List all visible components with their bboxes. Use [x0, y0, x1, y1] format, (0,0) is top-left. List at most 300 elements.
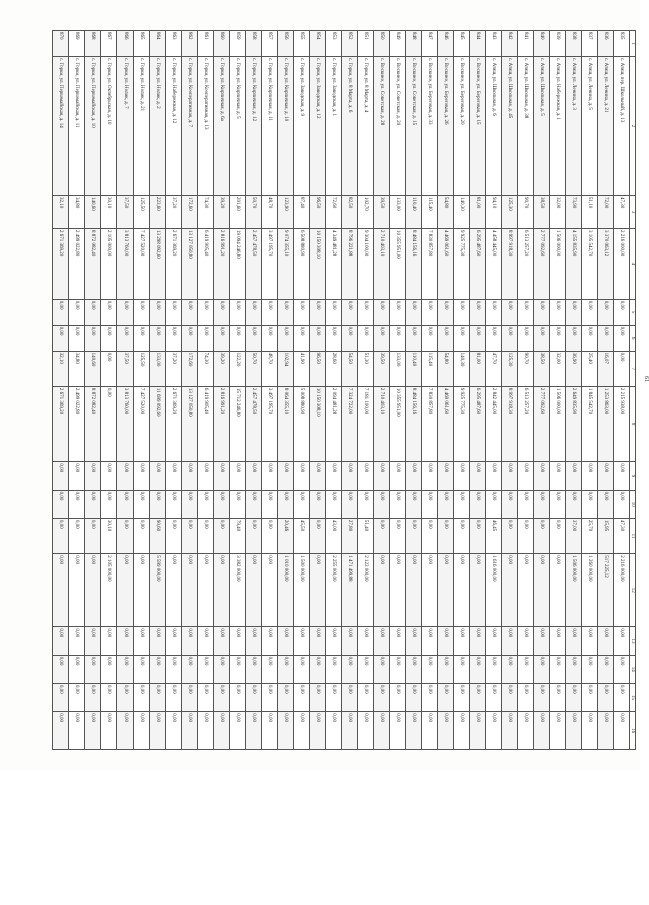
table-cell: 2 777 092,60	[533, 386, 549, 461]
table-cell: 0,00	[357, 325, 373, 351]
table-cell: 9 304 100,00	[357, 229, 373, 300]
table-cell: 0,00	[357, 627, 373, 655]
table-row	[197, 31, 213, 750]
table-cell: 19 094 246,80	[229, 229, 245, 300]
table-cell: 0,00	[565, 490, 581, 518]
table-cell: 0,00	[501, 518, 517, 553]
table-cell: 0,00	[357, 299, 373, 325]
table-cell: 0,00	[309, 683, 325, 711]
table-cell: 0,00	[437, 683, 453, 711]
address-cell: с. Горки, ул. Набережная, д. 12	[165, 56, 181, 195]
table-cell: 37,00	[565, 518, 581, 553]
table-cell: 4 458 445,00	[485, 229, 501, 300]
table-row	[373, 31, 389, 750]
table-cell: 0,00	[469, 462, 485, 490]
table-cell: 0,00	[597, 655, 613, 683]
table-cell: 0,00	[245, 299, 261, 325]
table-cell: 868	[85, 31, 101, 57]
table-cell: 43,00	[325, 518, 341, 553]
table-cell: 0,00	[517, 518, 533, 553]
table-cell: 2 123 000,00	[357, 554, 373, 627]
blank-area	[0, 770, 640, 905]
table-cell: 39,20	[213, 351, 229, 386]
table-cell: 0,00	[581, 325, 597, 351]
table-cell: 850	[373, 31, 389, 57]
table-cell: 0,00	[501, 299, 517, 325]
table-cell: 0,00	[261, 299, 277, 325]
table-cell: 859	[229, 31, 245, 57]
table-cell: 0,00	[85, 299, 101, 325]
table-cell: 0,00	[293, 683, 309, 711]
table-cell: 0,00	[85, 554, 101, 627]
address-cell: с. Горки, ул. Нолик, д. 2	[149, 56, 165, 195]
table-cell: 125,30	[501, 351, 517, 386]
table-cell: 0,00	[133, 712, 149, 750]
table-cell: 0,00	[101, 462, 117, 490]
table-cell: 866	[117, 31, 133, 57]
table-cell: 0,00	[213, 655, 229, 683]
table-cell: 0,00	[149, 299, 165, 325]
table-cell: 0,00	[373, 683, 389, 711]
table-cell: 0,00	[565, 683, 581, 711]
address-cell: с. Воскино, ул. Советская, д. 20	[389, 56, 405, 195]
table-cell: 0,00	[293, 655, 309, 683]
table-cell: 16,07	[597, 351, 613, 386]
table-cell: 45,50	[293, 518, 309, 553]
table-cell: 25,70	[581, 518, 597, 553]
table-cell: 2 457 478,50	[245, 386, 261, 461]
table-cell: 0,00	[453, 490, 469, 518]
table-cell: 0,00	[325, 299, 341, 325]
table-cell: 0,00	[597, 462, 613, 490]
table-cell: 0,00	[101, 683, 117, 711]
table-cell: 0,00	[181, 518, 197, 553]
table-cell: 0,00	[373, 325, 389, 351]
table-cell: 0,00	[389, 712, 405, 750]
table-cell: 835	[613, 31, 629, 57]
table-cell: 140,60	[85, 351, 101, 386]
table-cell: 0,00	[181, 325, 197, 351]
address-cell: с. Горки, ул. Первомайская, д. 14	[53, 56, 69, 195]
table-cell: 30,10	[101, 196, 117, 229]
table-cell: 1 506 000,00	[549, 229, 565, 300]
table-cell: 87,40	[293, 196, 309, 229]
table-cell: 0,00	[613, 462, 629, 490]
table-cell: 125,50	[133, 351, 149, 386]
table-cell: 841	[517, 31, 533, 57]
table-cell: 8 997 918,30	[501, 386, 517, 461]
table-cell: 0,00	[197, 518, 213, 553]
table-cell: 0,00	[133, 554, 149, 627]
table-cell: 517 225,12	[597, 554, 613, 627]
table-cell: 223,60	[149, 196, 165, 229]
table-cell: 48,70	[261, 351, 277, 386]
table-cell: 0,00	[117, 462, 133, 490]
address-cell: с. Атяш, ул. Ленина, д. 3	[565, 56, 581, 195]
table-cell: 0,00	[421, 712, 437, 750]
address-cell: с. Атяш, ул. Школьная, д. 6	[485, 56, 501, 195]
table-cell: 0,00	[325, 655, 341, 683]
table-cell: 0,00	[597, 490, 613, 518]
table-cell: 0,00	[389, 490, 405, 518]
table-body	[53, 31, 630, 750]
column-header: 4	[630, 229, 636, 300]
table-cell: 32,10	[53, 196, 69, 229]
table-cell: 0,00	[309, 299, 325, 325]
table-cell: 0,00	[421, 655, 437, 683]
table-cell: 0,00	[213, 490, 229, 518]
table-cell: 48,70	[261, 196, 277, 229]
table-cell: 0,00	[485, 712, 501, 750]
table-cell: 8 796 221,88	[341, 229, 357, 300]
table-cell: 82,50	[341, 196, 357, 229]
table-cell: 0,00	[309, 712, 325, 750]
table-cell: 0,00	[213, 554, 229, 627]
table-cell: 3 382 000,00	[229, 554, 245, 627]
table-cell: 172,60	[181, 351, 197, 386]
table-cell: 39,20	[213, 196, 229, 229]
column-header: 8	[630, 386, 636, 461]
table-cell: 0,00	[613, 655, 629, 683]
table-cell: 0,00	[485, 490, 501, 518]
table-cell: 858	[245, 31, 261, 57]
table-cell: 6 295 487,60	[469, 229, 485, 300]
table-cell: 1 506 000,00	[549, 386, 565, 461]
table-cell: 0,00	[549, 518, 565, 553]
table-cell: 90,60	[149, 518, 165, 553]
table-row	[117, 31, 133, 750]
table-cell: 0,00	[181, 627, 197, 655]
table-cell: 0,00	[261, 683, 277, 711]
table-cell: 30,10	[101, 518, 117, 553]
table-cell: 0,00	[69, 554, 85, 627]
table-cell: 0,00	[165, 325, 181, 351]
table-cell: 0,00	[421, 462, 437, 490]
table-cell: 0,00	[501, 655, 517, 683]
table-cell: 0,00	[101, 386, 117, 461]
table-cell: 2 457 478,50	[245, 229, 261, 300]
table-cell: 0,00	[517, 325, 533, 351]
table-cell: 27,80	[341, 518, 357, 553]
table-cell: 0,00	[469, 325, 485, 351]
table-cell: 2 671 369,20	[165, 386, 181, 461]
address-cell: с. Горки, ул. Кооперативная, д. 7	[181, 56, 197, 195]
table-cell: 0,00	[277, 490, 293, 518]
table-row	[549, 31, 565, 750]
table-cell: 0,00	[485, 655, 501, 683]
table-cell: 851	[357, 31, 373, 57]
table-cell: 0,00	[293, 325, 309, 351]
table-cell: 0,00	[117, 655, 133, 683]
table-cell: 0,00	[341, 712, 357, 750]
table-cell: 0,00	[421, 299, 437, 325]
table-cell: 0,00	[277, 299, 293, 325]
table-row	[517, 31, 533, 750]
table-cell: 0,00	[197, 490, 213, 518]
table-cell: 0,00	[373, 655, 389, 683]
table-cell: 0,00	[341, 325, 357, 351]
table-cell: 0,00	[421, 683, 437, 711]
table-cell: 32,00	[549, 351, 565, 386]
table-cell: 0,00	[69, 490, 85, 518]
table-row	[229, 31, 245, 750]
address-cell: с. Горки, ул. Нолик, д. 7	[117, 56, 133, 195]
table-row	[357, 31, 373, 750]
table-cell: 855	[293, 31, 309, 57]
column-header: 16	[630, 712, 636, 750]
table-cell: 0,00	[53, 325, 69, 351]
table-cell: 5 008 880,90	[293, 386, 309, 461]
table-cell: 0,00	[581, 712, 597, 750]
table-cell: 842	[501, 31, 517, 57]
address-cell: с. Горки, ул. Кирпичная, д. 6а	[213, 56, 229, 195]
table-cell: 0,00	[485, 462, 501, 490]
table-cell: 0,00	[53, 299, 69, 325]
table-cell: 0,00	[421, 554, 437, 627]
table-cell: 0,00	[149, 490, 165, 518]
table-cell: 0,00	[277, 683, 293, 711]
table-cell: 0,00	[149, 627, 165, 655]
table-cell: 0,00	[293, 462, 309, 490]
table-cell: 0,00	[309, 554, 325, 627]
table-cell: 1 845 542,70	[581, 386, 597, 461]
table-cell: 0,00	[533, 627, 549, 655]
table-cell: 0,00	[565, 655, 581, 683]
rotated-page	[52, 30, 649, 750]
table-cell: 867	[101, 31, 117, 57]
table-cell: 7 830 857,80	[421, 229, 437, 300]
table-cell: 0,00	[213, 299, 229, 325]
table-cell: 0,00	[69, 712, 85, 750]
table-cell: 123,90	[277, 196, 293, 229]
table-cell: 0,00	[181, 299, 197, 325]
table-cell: 0,00	[85, 655, 101, 683]
table-cell: 0,00	[501, 325, 517, 351]
table-cell: 74,30	[197, 196, 213, 229]
table-cell: 0,00	[533, 554, 549, 627]
table-cell: 3 105 542,70	[581, 229, 597, 300]
table-cell: 0,00	[309, 518, 325, 553]
table-cell: 4 349 481,28	[325, 229, 341, 300]
table-cell: 0,00	[53, 554, 69, 627]
address-cell: с. Воскино, ул. Береговая, д. 33	[421, 56, 437, 195]
address-cell: с. Атяш, ул. Ленина, д. 5	[581, 56, 597, 195]
header-row	[630, 31, 636, 750]
table-cell: 0,00	[341, 627, 357, 655]
table-cell: 0,00	[517, 462, 533, 490]
table-row	[293, 31, 309, 750]
table-cell: 0,00	[181, 683, 197, 711]
table-cell: 0,00	[357, 655, 373, 683]
table-cell: 0,00	[437, 627, 453, 655]
table-cell: 25,40	[581, 351, 597, 386]
table-cell: 854	[309, 31, 325, 57]
table-cell: 0,00	[165, 712, 181, 750]
address-cell: с. Атяш, ул. Школьная, д. 5	[533, 56, 549, 195]
table-cell: 0,00	[117, 490, 133, 518]
table-cell: 2 710 403,10	[373, 229, 389, 300]
column-header: 14	[630, 655, 636, 683]
table-row	[597, 31, 613, 750]
table-cell: 81,00	[469, 351, 485, 386]
table-cell: 0,00	[565, 627, 581, 655]
table-cell: 0,00	[373, 518, 389, 553]
table-cell: 0,00	[117, 627, 133, 655]
table-cell: 133,00	[389, 351, 405, 386]
table-cell: 838	[565, 31, 581, 57]
address-cell: с. Горки, ул. Октябрьская, д. 10	[101, 56, 117, 195]
table-cell: 0,00	[245, 325, 261, 351]
column-header: 2	[630, 56, 636, 195]
table-cell: 8 484 156,16	[405, 229, 421, 300]
table-cell: 0,00	[245, 554, 261, 627]
table-cell: 0,00	[437, 490, 453, 518]
table-cell: 0,00	[437, 462, 453, 490]
address-cell: с. Горки, ул. Кооперативная, д. 13	[197, 56, 213, 195]
table-cell: 0,00	[517, 627, 533, 655]
table-row	[389, 31, 405, 750]
table-cell: 865	[133, 31, 149, 57]
table-cell: 0,00	[133, 627, 149, 655]
table-cell: 0,00	[213, 627, 229, 655]
address-cell: с. Воскино, ул. Советская, д. 15	[405, 56, 421, 195]
data-table	[52, 30, 636, 750]
table-cell: 0,00	[517, 683, 533, 711]
table-cell: 0,00	[261, 325, 277, 351]
table-cell: 852	[341, 31, 357, 57]
table-row	[309, 31, 325, 750]
table-cell: 0,00	[293, 712, 309, 750]
table-cell: 0,00	[469, 712, 485, 750]
page-number: 61	[643, 376, 649, 382]
table-cell: 2 842 445,00	[485, 386, 501, 461]
table-cell: 32,10	[53, 351, 69, 386]
table-cell: 0,00	[501, 683, 517, 711]
table-cell: 0,00	[437, 299, 453, 325]
table-cell: 28,60	[325, 351, 341, 386]
table-cell: 0,00	[277, 627, 293, 655]
table-cell: 110,40	[405, 351, 421, 386]
table-row	[181, 31, 197, 750]
table-cell: 0,00	[197, 655, 213, 683]
table-cell: 73,90	[565, 196, 581, 229]
table-cell: 0,00	[245, 655, 261, 683]
table-cell: 0,00	[501, 490, 517, 518]
table-cell: 0,00	[485, 299, 501, 325]
table-row	[245, 31, 261, 750]
table-cell: 0,00	[277, 655, 293, 683]
table-cell: 0,00	[101, 299, 117, 325]
table-cell: 0,00	[149, 683, 165, 711]
table-cell: 0,00	[405, 683, 421, 711]
column-header: 12	[630, 554, 636, 627]
table-row	[261, 31, 277, 750]
table-cell: 0,00	[389, 325, 405, 351]
table-cell: 0,00	[485, 325, 501, 351]
table-cell: 836	[597, 31, 613, 57]
table-cell: 0,00	[341, 655, 357, 683]
table-cell: 79,40	[229, 518, 245, 553]
table-cell: 0,00	[229, 655, 245, 683]
address-cell: с. Воскино, ул. Береговая, д. 15	[469, 56, 485, 195]
table-cell: 0,00	[565, 462, 581, 490]
address-cell: с. Горки, ул. Первомайская, д. 10	[85, 56, 101, 195]
table-cell: 2 816 991,20	[213, 386, 229, 461]
table-cell: 72,60	[325, 196, 341, 229]
address-cell: с. Воскино, ул. Береговая, д. 20	[453, 56, 469, 195]
table-cell: 846	[437, 31, 453, 57]
table-cell: 0,00	[549, 655, 565, 683]
table-cell: 837	[581, 31, 597, 57]
table-cell: 0,00	[293, 627, 309, 655]
table-cell: 0,00	[373, 712, 389, 750]
address-cell: с. Горки, ул. Заводская, д. 12	[309, 56, 325, 195]
table-cell: 0,00	[613, 351, 629, 386]
table-cell: 0,00	[197, 683, 213, 711]
table-cell: 0,00	[517, 554, 533, 627]
table-cell: 9 925 775,30	[453, 229, 469, 300]
table-cell: 0,00	[453, 627, 469, 655]
table-cell: 0,00	[181, 490, 197, 518]
table-cell: 0,00	[453, 712, 469, 750]
address-cell: с. Атяш, ул. Ленина, д. 21	[597, 56, 613, 195]
table-cell: 0,00	[373, 490, 389, 518]
table-cell: 0,00	[69, 683, 85, 711]
table-cell: 848	[405, 31, 421, 57]
table-row	[405, 31, 421, 750]
table-cell: 2 499 022,80	[69, 386, 85, 461]
table-cell: 0,00	[197, 627, 213, 655]
table-cell: 37,50	[117, 196, 133, 229]
table-cell: 6 513 257,20	[517, 229, 533, 300]
table-cell: 0,00	[581, 627, 597, 655]
table-cell: 0,00	[245, 627, 261, 655]
table-cell: 0,00	[437, 325, 453, 351]
table-cell: 0,00	[565, 712, 581, 750]
table-cell: 47,70	[485, 351, 501, 386]
table-cell: 0,00	[149, 462, 165, 490]
table-cell: 0,00	[405, 655, 421, 683]
table-cell: 0,00	[533, 299, 549, 325]
table-cell: 0,00	[165, 683, 181, 711]
table-cell: 0,00	[581, 490, 597, 518]
table-cell: 38,50	[533, 351, 549, 386]
table-cell: 0,00	[101, 712, 117, 750]
table-cell: 0,00	[197, 325, 213, 351]
table-cell: 9 925 775,30	[453, 386, 469, 461]
table-cell: 3 370 063,12	[597, 229, 613, 300]
table-cell: 3 813 760,00	[117, 386, 133, 461]
table-row	[101, 31, 117, 750]
table-cell: 125,30	[501, 196, 517, 229]
table-cell: 0,00	[325, 627, 341, 655]
table-cell: 8 872 082,40	[85, 386, 101, 461]
table-cell: 844	[469, 31, 485, 57]
table-cell: 0,00	[549, 627, 565, 655]
table-cell: 0,00	[133, 490, 149, 518]
table-row	[133, 31, 149, 750]
table-cell: 0,00	[581, 299, 597, 325]
table-cell: 0,00	[309, 655, 325, 683]
table-cell: 0,00	[229, 683, 245, 711]
table-cell: 0,00	[437, 554, 453, 627]
column-header: 5	[630, 299, 636, 325]
table-cell: 843	[485, 31, 501, 57]
table-cell: 0,00	[469, 683, 485, 711]
table-cell: 0,00	[581, 683, 597, 711]
table-cell: 0,00	[597, 627, 613, 655]
table-cell: 0,00	[469, 518, 485, 553]
